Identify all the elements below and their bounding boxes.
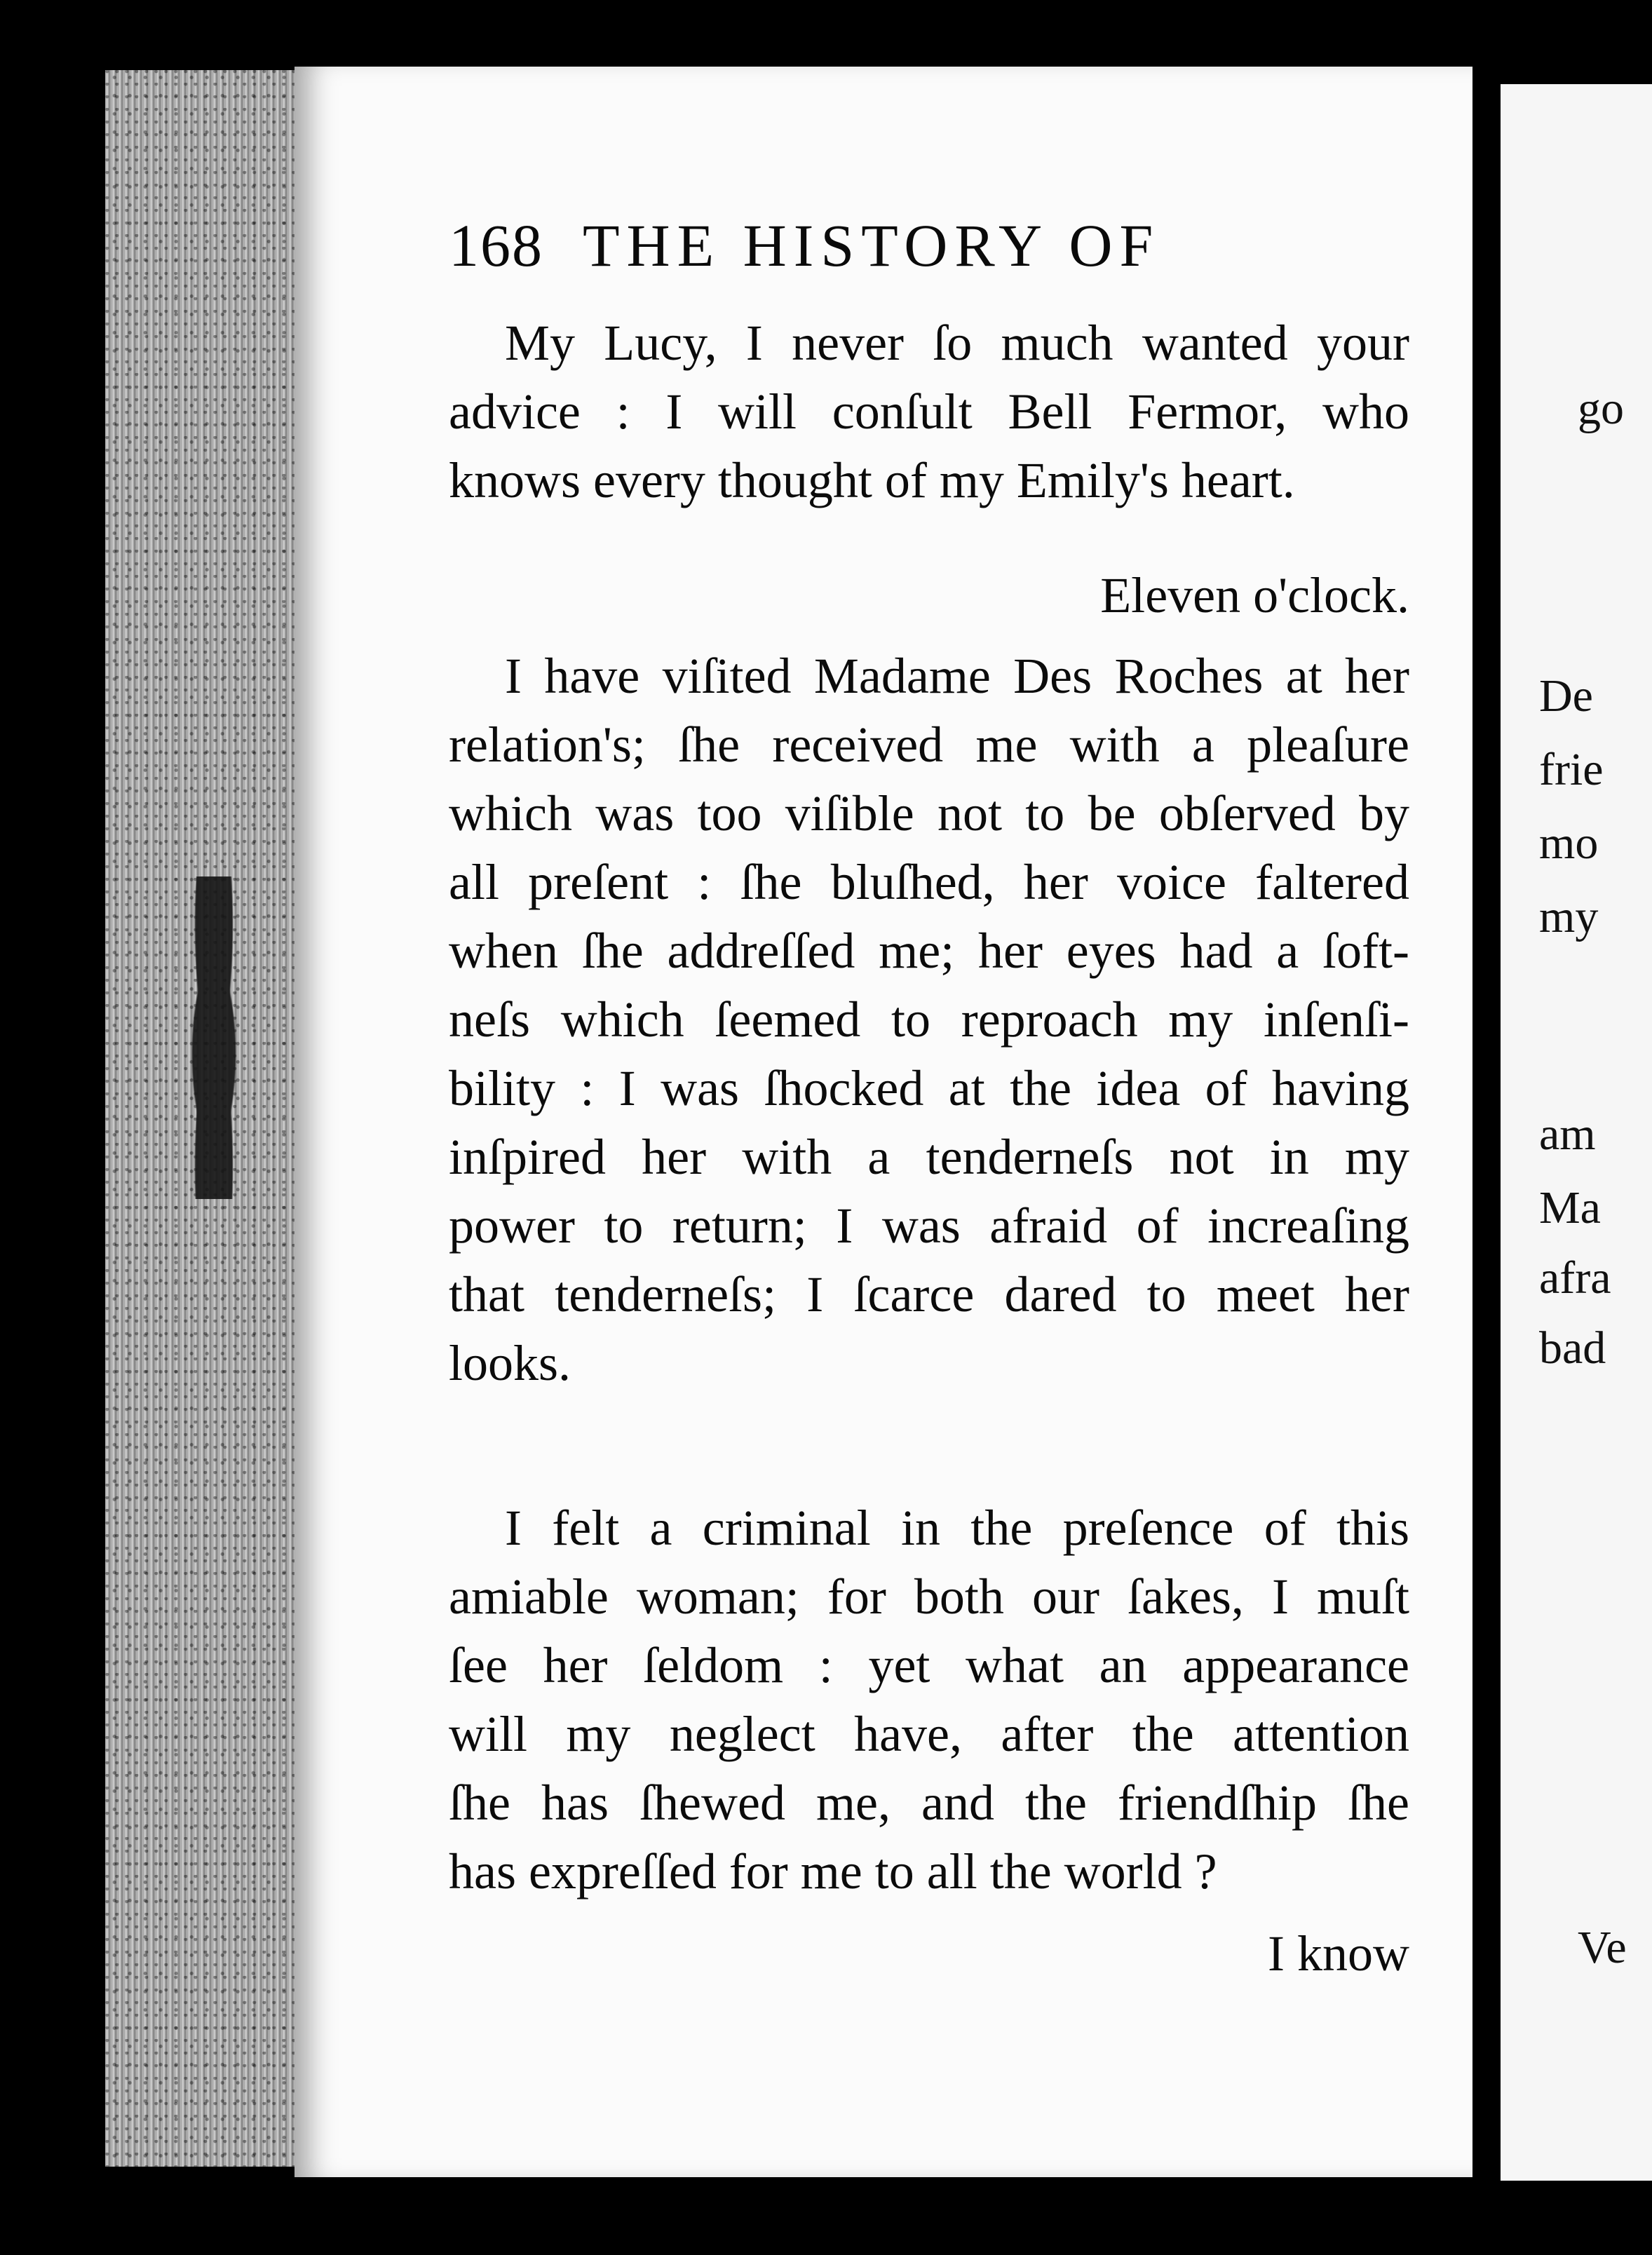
text-line: will my neglect have, after the attention	[449, 1706, 1409, 1762]
catchword: I know	[1268, 1925, 1409, 1982]
paragraph-3	[449, 1494, 1409, 1906]
right-page-fragment: Ve	[1578, 1922, 1627, 1973]
time-note: Eleven o'clock.	[1100, 567, 1409, 623]
text-line: when ſhe addreſſed me; her eyes had a ſoft-	[449, 923, 1409, 979]
text-line: My Lucy, I never ſo much wanted your	[505, 315, 1409, 371]
text-line: amiable woman; for both our ſakes, I muſt	[449, 1569, 1409, 1625]
paragraph-2	[449, 642, 1409, 1397]
text-line: power to return; I was afraid of increaſing	[449, 1198, 1409, 1254]
text-line: has expreſſed for me to all the world ?	[449, 1843, 1217, 1900]
right-page-fragment: go	[1578, 383, 1624, 434]
text-line: looks.	[449, 1335, 571, 1391]
running-head	[449, 210, 1160, 280]
text-line: bility : I was ſhocked at the idea of having	[449, 1060, 1409, 1116]
right-page-fragment: am	[1539, 1109, 1596, 1160]
text-line: neſs which ſeemed to reproach my inſenſi-	[449, 991, 1409, 1048]
right-page-fragment: bad	[1539, 1322, 1606, 1374]
right-page-fragment: afra	[1539, 1252, 1611, 1303]
time-note-block	[449, 561, 1409, 630]
text-line: that tenderneſs; I ſcarce dared to meet her	[449, 1266, 1409, 1322]
page-number: 168	[449, 212, 543, 279]
edge-marks	[172, 876, 256, 1199]
text-line: ſee her ſeldom : yet what an appearance	[449, 1637, 1409, 1693]
right-page-fragment: De	[1539, 670, 1593, 722]
text-line: relation's; ſhe received me with a pleaſure	[449, 717, 1409, 773]
text-line: which was too viſible not to be obſerved by	[449, 785, 1409, 841]
right-page-fragment: mo	[1539, 818, 1599, 869]
right-page-fragment: frie	[1539, 744, 1604, 795]
text-line: inſpired her with a tenderneſs not in my	[449, 1129, 1409, 1185]
text-line: I have viſited Madame Des Roches at her	[505, 648, 1409, 704]
right-page-edge	[1501, 84, 1652, 2181]
text-line: knows every thought of my Emily's heart.	[449, 452, 1295, 508]
text-line: I felt a criminal in the preſence of this	[505, 1500, 1409, 1556]
right-page-fragment: Ma	[1539, 1182, 1601, 1233]
right-page-fragment: my	[1539, 891, 1599, 942]
text-line: all preſent : ſhe bluſhed, her voice faltered	[449, 854, 1409, 910]
text-line: ſhe has ſhewed me, and the friendſhip ſhe	[449, 1775, 1409, 1831]
text-line: advice : I will conſult Bell Fermor, who	[449, 384, 1409, 440]
paragraph-1	[449, 309, 1409, 515]
running-title: THE HISTORY OF	[583, 212, 1160, 279]
